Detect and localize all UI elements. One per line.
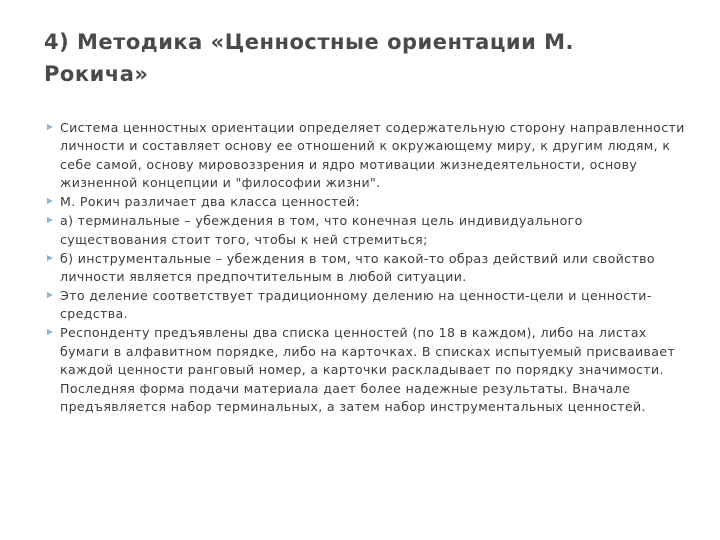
bullet-text: а) терминальные – убеждения в том, что конечная цель индивидуального существования стоит того, чтобы к ней стремиться; (60, 213, 583, 247)
triangle-bullet-icon (47, 217, 53, 223)
bullet-item (46, 212, 686, 249)
triangle-bullet-icon (47, 329, 53, 335)
bullet-text: Система ценностных ориентации определяет содержательную сторону направленности личности и составляет основу ее отношений к окружающему миру, к другим людям, к себе самой, основу мировоззрения и ядро мотивации жизнедеятельности, основу жизненной концепции и "философии жизни". (60, 120, 685, 191)
bullet-text: Респонденту предъявлены два списка ценностей (по 18 в каждом), либо на листах бумаги в алфавитном порядке, либо на карточках. В списках испытуемый присваивает каждой ценности ранговый номер, а карточки раскладывает по порядку значимости. Последняя форма подачи материала дает более надежные результаты. Вначале предъявляется набор терминальных, а затем набор инструментальных ценностей. (60, 325, 676, 415)
bullet-list (46, 119, 686, 417)
bullet-item (46, 324, 686, 416)
bullet-item (46, 119, 686, 193)
triangle-bullet-icon (47, 255, 53, 261)
bullet-text: Это деление соответствует традиционному делению на ценности-цели и ценности-средства. (60, 288, 652, 322)
bullet-item (46, 250, 686, 287)
triangle-bullet-icon (47, 198, 53, 204)
slide-title: 4) Методика «Ценностные ориентации М. Рокича» (44, 30, 575, 86)
bullet-item (46, 193, 686, 211)
bullet-text: М. Рокич различает два класса ценностей: (60, 194, 361, 210)
bullet-item (46, 287, 686, 324)
triangle-bullet-icon (47, 124, 53, 130)
triangle-bullet-icon (47, 292, 53, 298)
bullet-text: б) инструментальные – убеждения в том, что какой-то образ действий или свойство личности является предпочтительным в любой ситуации. (60, 250, 655, 285)
